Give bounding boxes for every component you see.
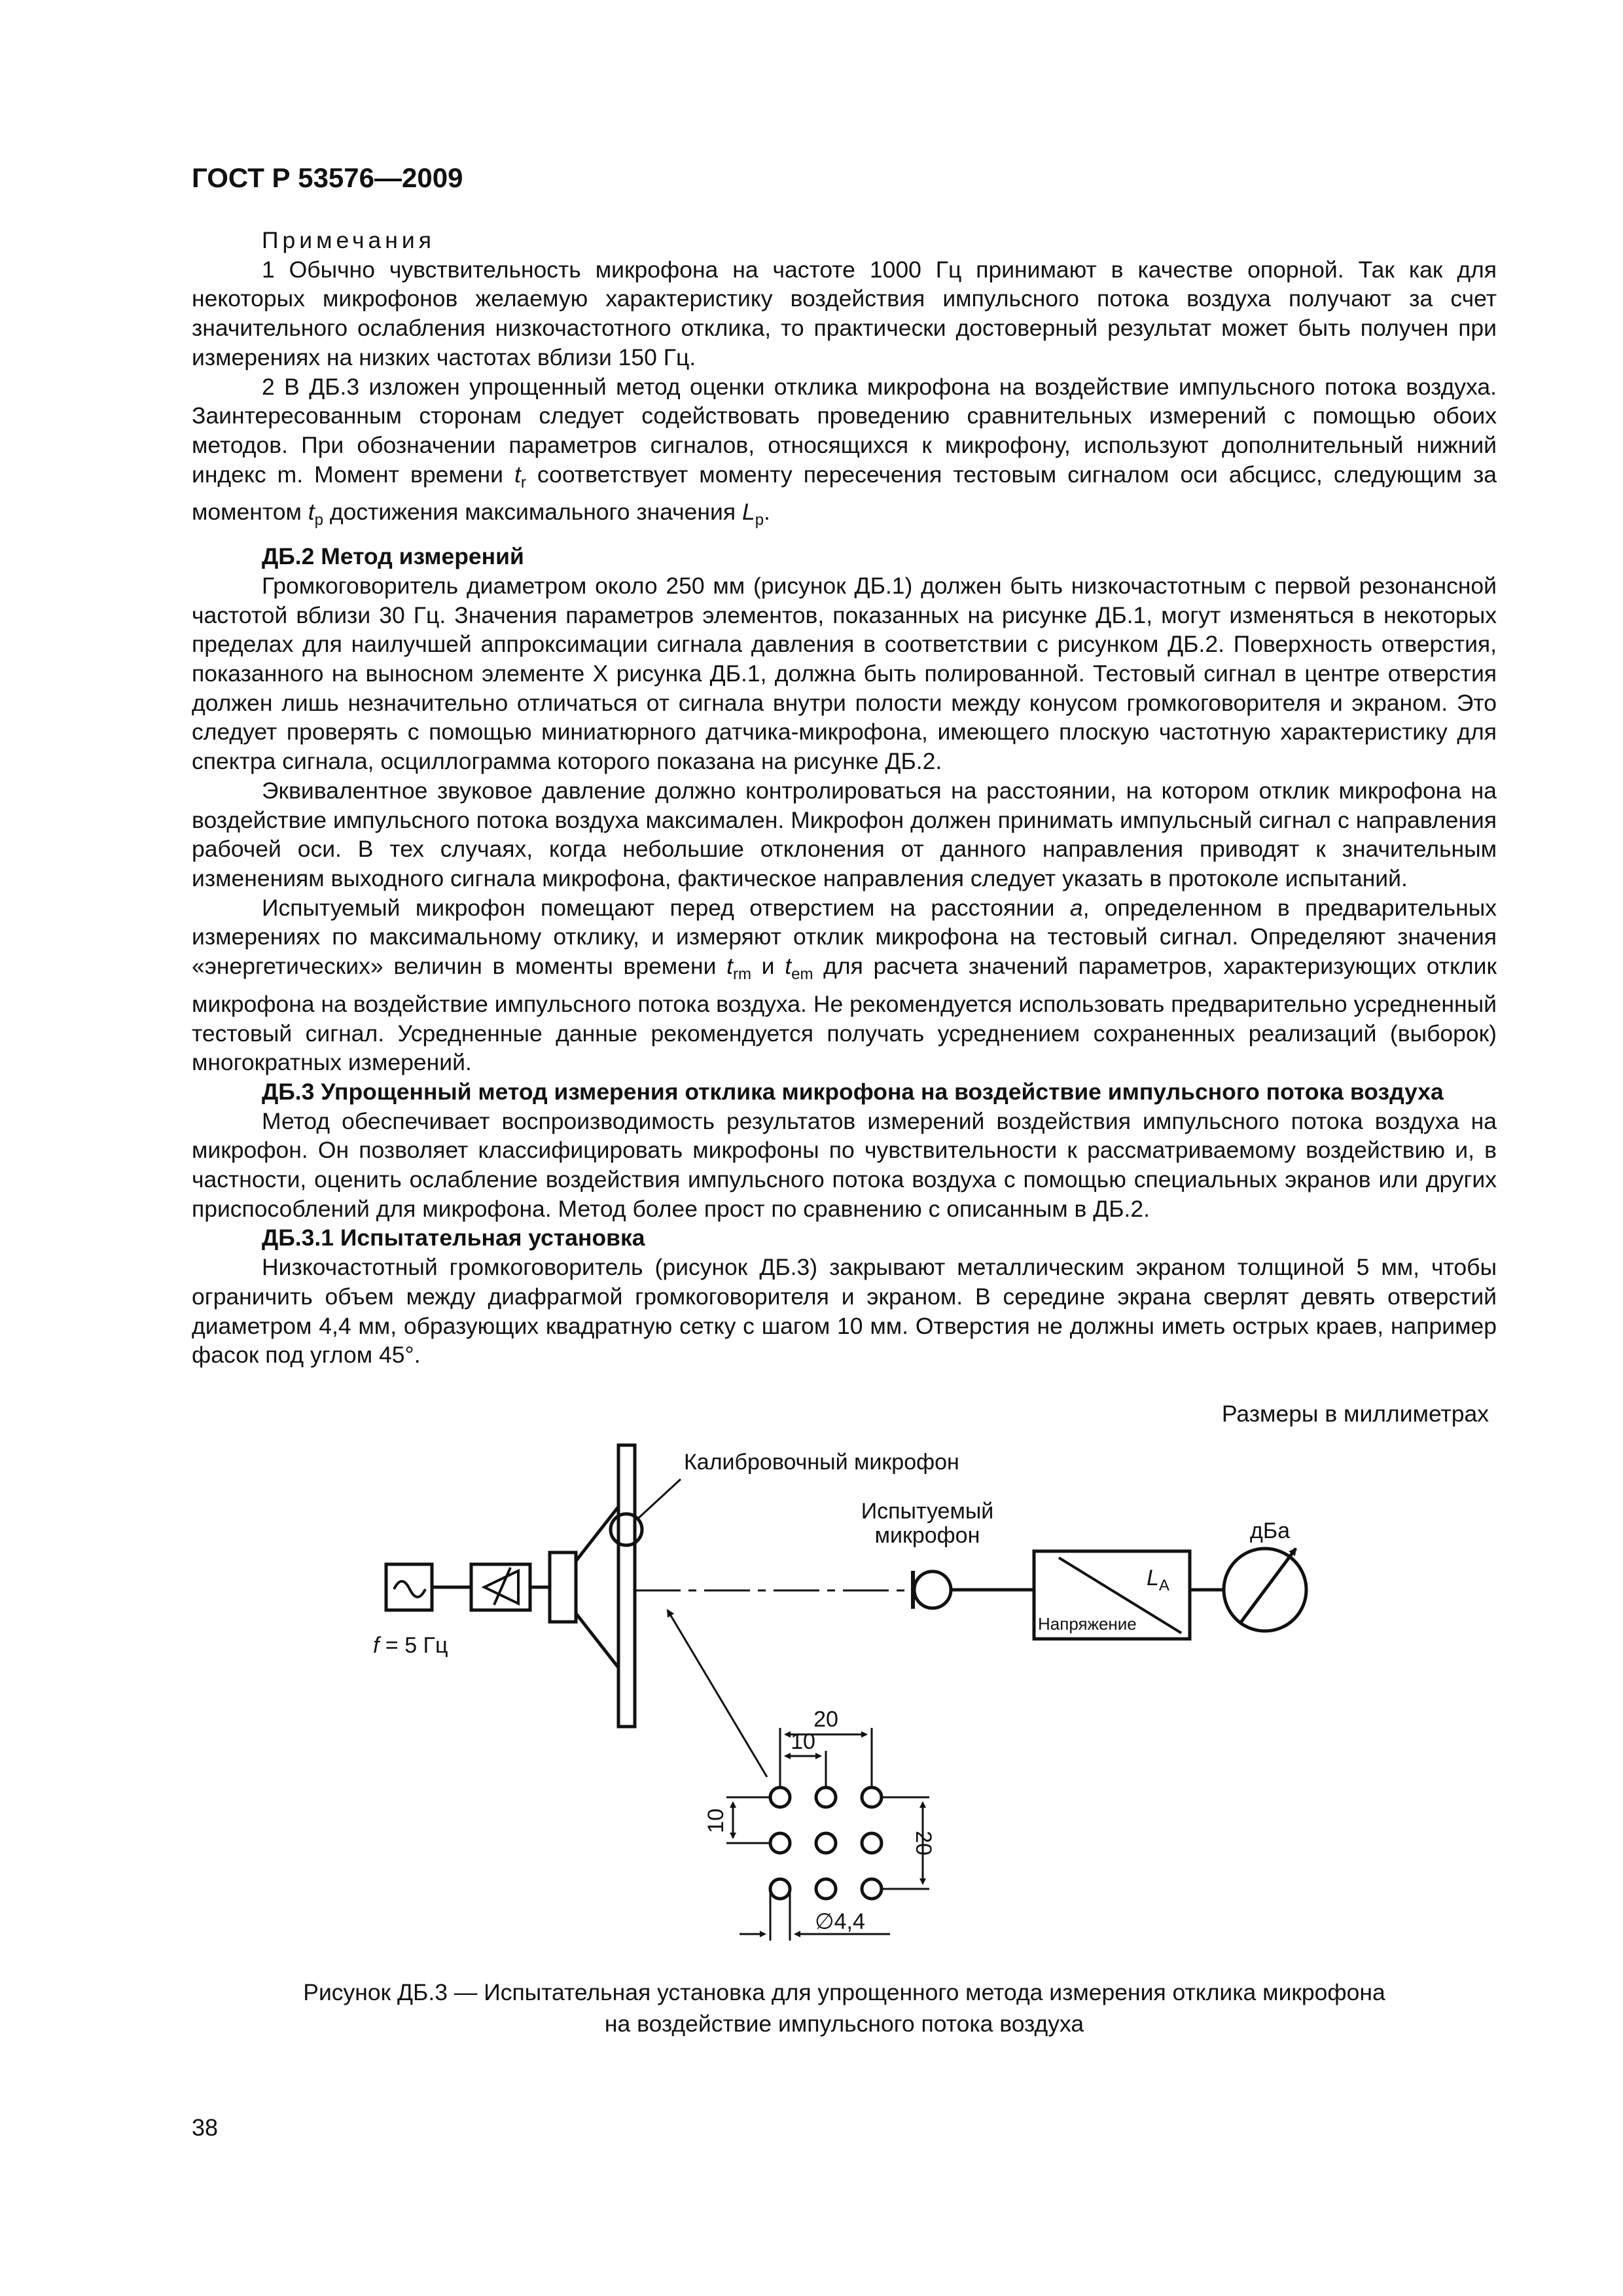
db2-paragraph-3: Испытуемый микрофон помещают перед отверстием на расстоянии a, определенном в предварительных измерениях по максимальному отклику, и измеряют отклик микрофона на тестовый сигнал. Определяют значения «энергетических» величин в моменты времени $t_{rm}$ и $t_{em}$ для расчета значений параметров, характеризующих отклик микрофона на воздействие импульсного потока воздуха. Не рекомендуется использовать предварительно усредненный тестовый сигнал. Усредненные данные рекомендуется получать усреднением сохраненных реализаций (выборок) многократных измерений. <box>192 894 1497 1076</box>
caption-line-1: Рисунок ДБ.3 — Испытательная установка для упрощенного метода измерения отклика микрофона <box>303 1979 1385 2005</box>
test-setup-figure <box>353 1433 1335 1970</box>
leader-arrow <box>668 1610 767 1777</box>
db2-paragraph-2: Эквивалентное звуковое давление должно контролироваться на расстоянии, на котором отклик микрофона на воздействие импульсного потока воздуха максимален. Микрофон должен принимать импульсный сигнал с направления рабочей оси. В тех случаях, когда небольшие отклонения от данного направления приводят к значительным изменениям выходного сигнала микрофона, фактическое направления следует указать в протоколе испытаний. <box>192 777 1497 891</box>
dim-diameter: ∅4,4 <box>815 1909 865 1934</box>
speaker-magnet <box>550 1552 576 1622</box>
dim-10-top: 10 <box>791 1729 815 1754</box>
section-heading-db31: ДБ.3.1 Испытательная установка <box>262 1225 645 1251</box>
page-number: 38 <box>192 2114 219 2141</box>
test-mic-icon <box>914 1571 951 1608</box>
calibration-mic-icon <box>611 1514 642 1545</box>
test-mic-label-2: микрофон <box>874 1523 980 1548</box>
dba-label: дБа <box>1250 1518 1291 1543</box>
notes-title: Примечания <box>262 227 435 253</box>
note-1: 1 Обычно чувствительность микрофона на частоте 1000 Гц принимают в качестве опорной. Так как для некоторых микрофонов желаемую характеристику воздействия импульсного потока воздуха получают за счет значительного ослабления низкочастотного отклика, то практически достоверный результат может быть получен при измерениях на низких частотах вблизи 150 Гц. <box>192 256 1497 370</box>
dim-10-left: 10 <box>704 1808 728 1833</box>
db3-paragraph-2: Низкочастотный громкоговоритель (рисунок ДБ.3) закрывают металлическим экраном толщиной 5 мм, чтобы ограничить объем между диафрагмой громкоговорителя и экраном. В середине экрана сверлят девять отверстий диаметром 4,4 мм, образующих квадратную сетку с шагом 10 мм. Отверстия не должны иметь острых краев, например фасок под углом 45°. <box>192 1254 1497 1369</box>
sine-icon <box>394 1581 425 1597</box>
voltage-label: Напряжение <box>1038 1614 1137 1634</box>
section-heading-db3: ДБ.3 Упрощенный метод измерения отклика микрофона на воздействие импульсного потока воздуха <box>262 1078 1444 1105</box>
metal-screen <box>618 1445 635 1727</box>
db2-paragraph-1: Громкоговоритель диаметром около 250 мм (рисунок ДБ.1) должен быть низкочастотным с первой резонансной частотой вблизи 30 Гц. Значения параметров элементов, показанных на рисунке ДБ.1, могут изменяться в некоторых пределах для наилучшей аппроксимации сигнала давления в соответствии с рисунком ДБ.2. Поверхность отверстия, показанного на выносном элементе X рисунка ДБ.1, должна быть полированной. Тестовый сигнал в центре отверстия должен лишь незначительно отличаться от сигнала внутри полости между конусом громкоговорителя и экраном. Это следует проверять с помощью миниатюрного датчика-микрофона, имеющего плоскую частотную характеристику для спектра сигнала, осциллограмма которого показана на рисунке ДБ.2. <box>192 572 1497 775</box>
hole-grid <box>770 1787 882 1899</box>
dim-20-right: 20 <box>911 1831 936 1856</box>
note-2: 2 В ДБ.3 изложен упрощенный метод оценки отклика микрофона на воздействие импульсного потока воздуха. Заинтересованным сторонам следует содействовать проведению сравнительных измерений с помощью обоих методов. При обозначении параметров сигналов, относящихся к микрофону, используют дополнительный нижний индекс m. Момент времени $t_r$ соответствует моменту пересечения тестовым сигналом оси абсцисс, следующим за моментом $t_p$ достижения максимального значения $L_p$. <box>192 373 1497 529</box>
section-heading-db2: ДБ.2 Метод измерений <box>262 543 524 570</box>
body-text <box>192 226 1497 1370</box>
frequency-label: f = 5 Гц <box>373 1633 448 1658</box>
db3-paragraph-1: Метод обеспечивает воспроизводимость результатов измерений воздействия импульсного потока воздуха на микрофон. Он позволяет классифицировать микрофоны по чувствительности к рассматриваемому воздействию и, в частности, оценить ослабление воздействия импульсного потока воздуха с помощью специальных экранов или других приспособлений для микрофона. Метод более прост по сравнению с описанным в ДБ.2. <box>192 1107 1497 1222</box>
test-mic-label-1: Испытуемый <box>861 1499 994 1524</box>
dimensions-note: Размеры в миллиметрах <box>1221 1401 1489 1427</box>
calibration-mic-label: Калибровочный микрофон <box>684 1450 959 1475</box>
la-label: $L_A$ <box>1147 1566 1169 1594</box>
caption-line-2: на воздействие импульсного потока воздуха <box>604 2011 1084 2037</box>
dim-20-top: 20 <box>813 1707 838 1732</box>
page-header: ГОСТ Р 53576—2009 <box>192 162 463 193</box>
figure-caption <box>192 1977 1497 2039</box>
